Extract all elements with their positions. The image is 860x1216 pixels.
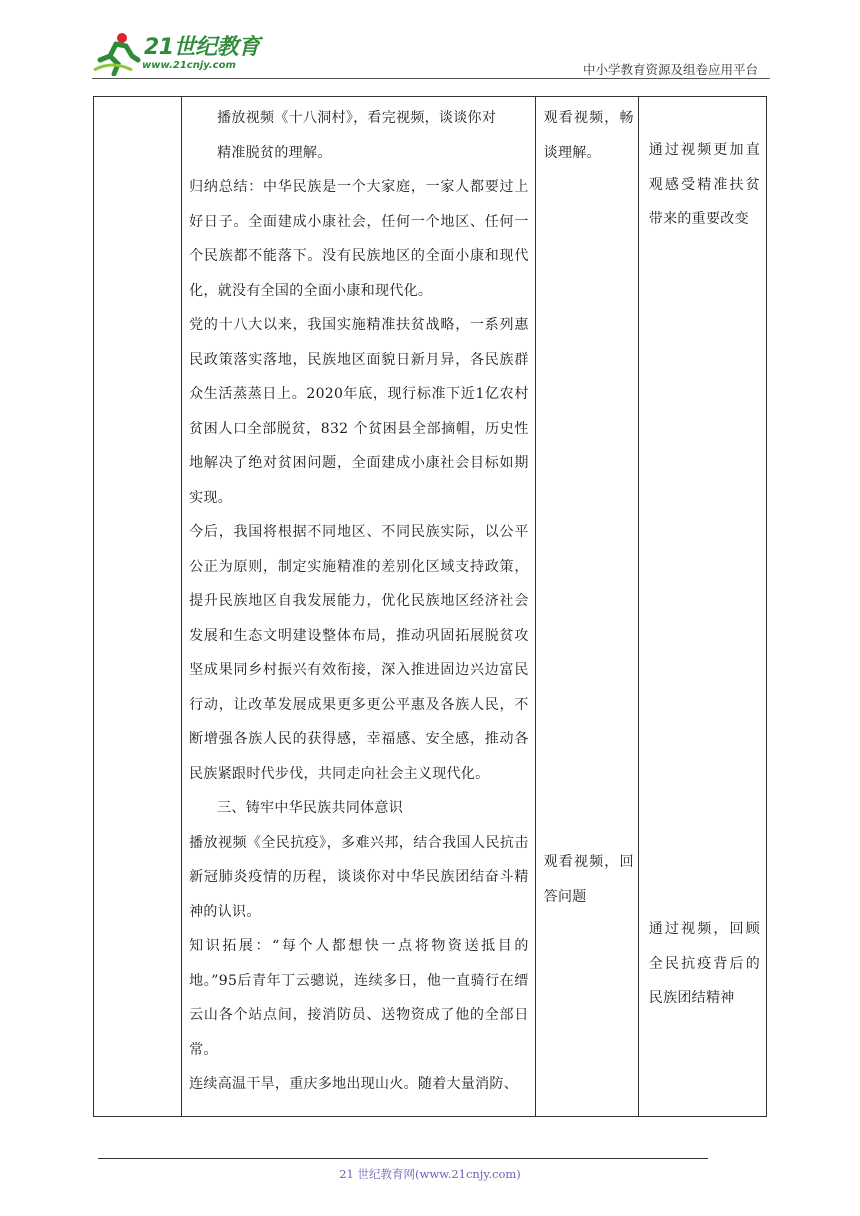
knowledge-extension-paragraph: 知识拓展：“每个人都想快一点将物资送抵目的地。”95后青年丁云骢说，连续多日，他一直骑行在缙云山各个站点间，接消防员、送物资成了他的全部日常。 [189, 938, 529, 1058]
wildfire-paragraph: 连续高温干旱，重庆多地出现山火。随着大量消防、 [189, 1076, 519, 1092]
student-activity-cell [535, 97, 638, 1117]
logo-text: 21世纪教育 [144, 35, 260, 60]
summary-paragraph: 归纳总结：中华民族是一个大家庭，一家人都要过上好日子。全面建成小康社会，任何一个地区、任何一个民族都不能落下。没有民族地区的全面小康和现代化，就没有全国的全面小康和现代化。 [189, 179, 529, 299]
site-logo[interactable] [92, 30, 262, 80]
footer-link[interactable]: 21 世纪教育网(www.21cnjy.com) [339, 1167, 521, 1181]
section-heading: 三、铸牢中华民族共同体意识 [217, 800, 404, 816]
policy-paragraph: 今后，我国将根据不同地区、不同民族实际，以公平公正为原则，制定实施精准的差别化区域支持政策，提升民族地区自我发展能力，优化民族地区经济社会发展和生态文明建设整体布局，推动巩固拓展脱贫攻坚成果同乡村振兴有效衔接，深入推进固边兴边富民行动，让改革发展成果更多更公平惠及各族人民，不断增强各族人民的获得感，幸福感、安全感，推动各民族紧跟时代步伐，共同走向社会主义现代化。 [189, 524, 529, 782]
design-intent-cell [638, 97, 766, 1117]
pandemic-video-paragraph: 播放视频《全民抗疫》，多难兴邦，结合我国人民抗击新冠肺炎疫情的历程，谈谈你对中华民族团结奋斗精神的认识。 [189, 834, 529, 920]
table-row [94, 97, 767, 1117]
header-divider [92, 78, 770, 79]
page-header [0, 0, 860, 82]
logo-url: www.21cnjy.com [142, 60, 236, 71]
footer-divider [98, 1158, 708, 1159]
platform-name: 中小学教育资源及组卷应用平台 [582, 62, 758, 77]
teaching-content-cell [182, 97, 536, 1117]
runner-icon [92, 30, 144, 76]
activity-2: 观看视频，回答问题 [543, 854, 634, 905]
lesson-table [93, 96, 767, 1117]
video-prompt-line1: 播放视频《十八洞村》，看完视频，谈谈你对 [217, 110, 497, 126]
video-prompt-line2: 精准脱贫的理解。 [217, 144, 332, 161]
stage-cell [94, 97, 182, 1117]
intent-1: 通过视频更加直观感受精准扶贫带来的重要改变 [648, 142, 760, 227]
intent-2: 通过视频，回顾全民抗疫背后的民族团结精神 [648, 921, 760, 1006]
poverty-paragraph: 党的十八大以来，我国实施精准扶贫战略，一系列惠民政策落实落地，民族地区面貌日新月异，各民族群众生活蒸蒸日上。2020年底，现行标准下近1亿农村贫困人口全部脱贫，832 个贫困县全部摘帽，历史性地解决了绝对贫困问题，全面建成小康社会目标如期实现。 [189, 317, 529, 506]
activity-1: 观看视频，畅谈理解。 [543, 110, 634, 161]
